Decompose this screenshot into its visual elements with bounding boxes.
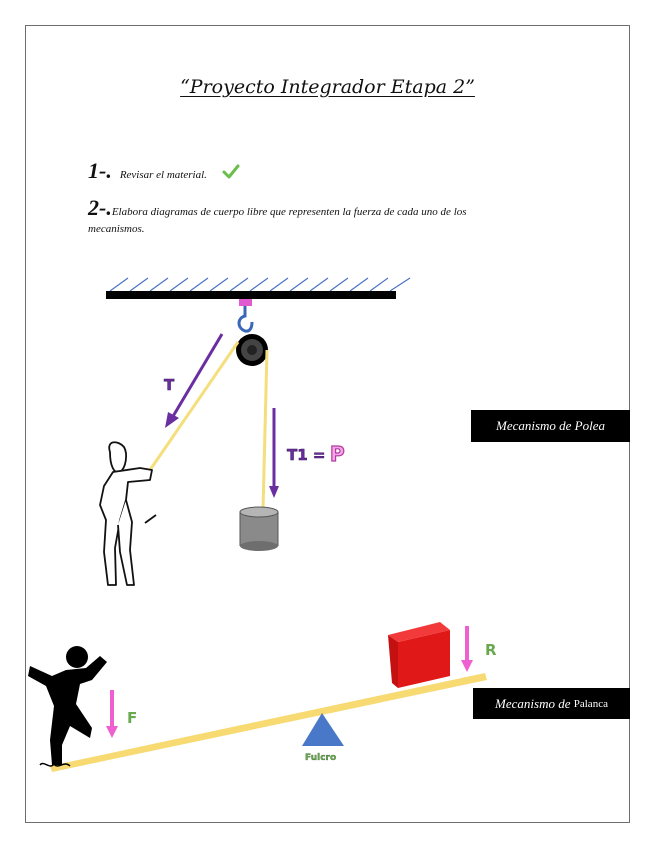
label-f: F [127,709,138,727]
fulcrum-triangle-icon [302,713,344,746]
person-pushing-icon [28,646,107,766]
label-p: P [330,442,345,466]
tension-arrow-t1 [269,408,279,498]
pulley-mechanism-label: Mecanismo de Polea [471,410,630,442]
lever-board [50,673,487,772]
label-t1: T1 = [287,446,326,464]
hook-icon [239,299,252,331]
force-arrow-r [461,626,473,672]
ceiling-beam [106,291,396,299]
question-2-text-line1: Elabora diagramas de cuerpo libre que representen la fuerza de cada uno de los [111,206,467,218]
person-pulling-icon [100,442,156,585]
fulcrum-label: Fulcro [305,753,337,763]
page-title: “Proyecto Integrador Etapa 2” [180,76,475,98]
lever-mechanism-label: Mecanismo de Palanca [473,688,630,719]
question-1-number: 1-. [88,158,112,183]
label-t: T [164,376,175,394]
ceiling-hatch [110,278,410,291]
box-icon [388,622,450,688]
question-2-number: 2-. [88,195,112,220]
pulley-icon [236,334,268,366]
question-2-text-line2: mecanismos. [88,223,145,235]
weight-cylinder-icon [240,507,278,551]
question-1-text: Revisar el material. [119,169,207,181]
force-arrow-f [106,690,118,738]
label-r: R [485,641,497,659]
